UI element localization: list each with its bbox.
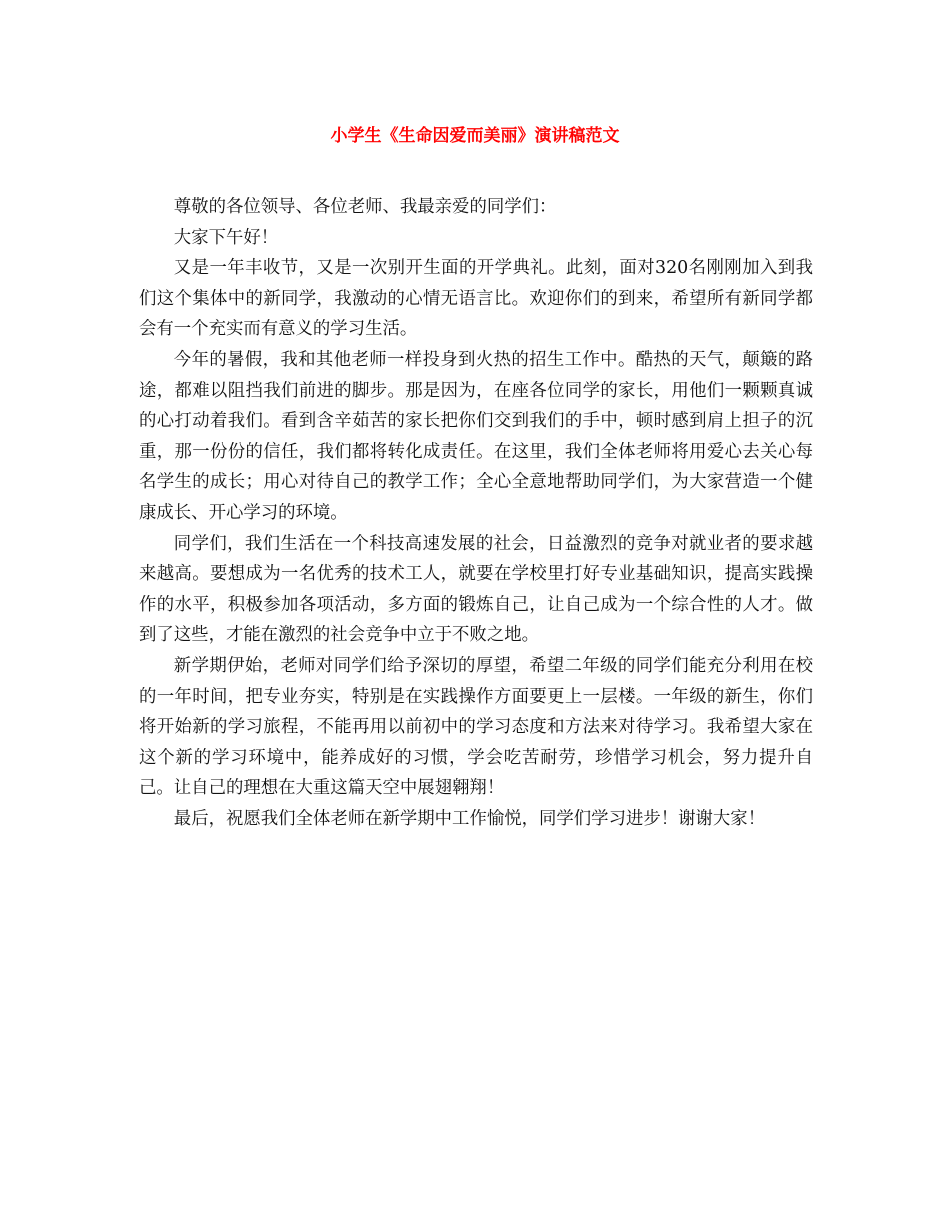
document-body xyxy=(139,192,813,834)
paragraph-summer-enrollment: 今年的暑假，我和其他老师一样投身到火热的招生工作中。酷热的天气，颠簸的路途，都难以阻挡我们前进的脚步。那是因为，在座各位同学的家长，用他们一颗颗真诚的心打动着我们。看到含辛茹苦的家长把你们交到我们的手中，顿时感到肩上担子的沉重，那一份份的信任，我们都将转化成责任。在这里，我们全体老师将用爱心去关心每名学生的成长；用心对待自己的教学工作；全心全意地帮助同学们，为大家营造一个健康成长、开心学习的环境。 xyxy=(139,349,813,523)
paragraph-competition: 同学们，我们生活在一个科技高速发展的社会，日益激烈的竞争对就业者的要求越来越高。要想成为一名优秀的技术工人，就要在学校里打好专业基础知识，提高实践操作的水平，积极参加各项活动，多方面的锻炼自己，让自己成为一个综合性的人才。做到了这些，才能在激烈的社会竞争中立于不败之地。 xyxy=(139,533,813,646)
salutation: 尊敬的各位领导、各位老师、我最亲爱的同学们： xyxy=(173,197,557,217)
closing: 最后，祝愿我们全体老师在新学期中工作愉悦，同学们学习进步！谢谢大家！ xyxy=(173,808,766,829)
document-title: 小学生《生命因爱而美丽》演讲稿范文 xyxy=(330,126,620,146)
greeting: 大家下午好！ xyxy=(173,227,279,248)
paragraph-new-semester: 新学期伊始，老师对同学们给予深切的厚望，希望二年级的同学们能充分利用在校的一年时间，把专业夯实，特别是在实践操作方面要更上一层楼。一年级的新生，你们将开始新的学习旅程，不能再用以前初中的学习态度和方法来对待学习。我希望大家在这个新的学习环境中，能养成好的习惯，学会吃苦耐劳，珍惜学习机会，努力提升自己。让自己的理想在大重这篇天空中展翅翱翔！ xyxy=(139,655,813,799)
paragraph-welcome: 又是一年丰收节，又是一次别开生面的开学典礼。此刻，面对320名刚刚加入到我们这个集体中的新同学，我激动的心情无语言比。欢迎你们的到来，希望所有新同学都会有一个充实而有意义的学习生活。 xyxy=(139,258,813,340)
